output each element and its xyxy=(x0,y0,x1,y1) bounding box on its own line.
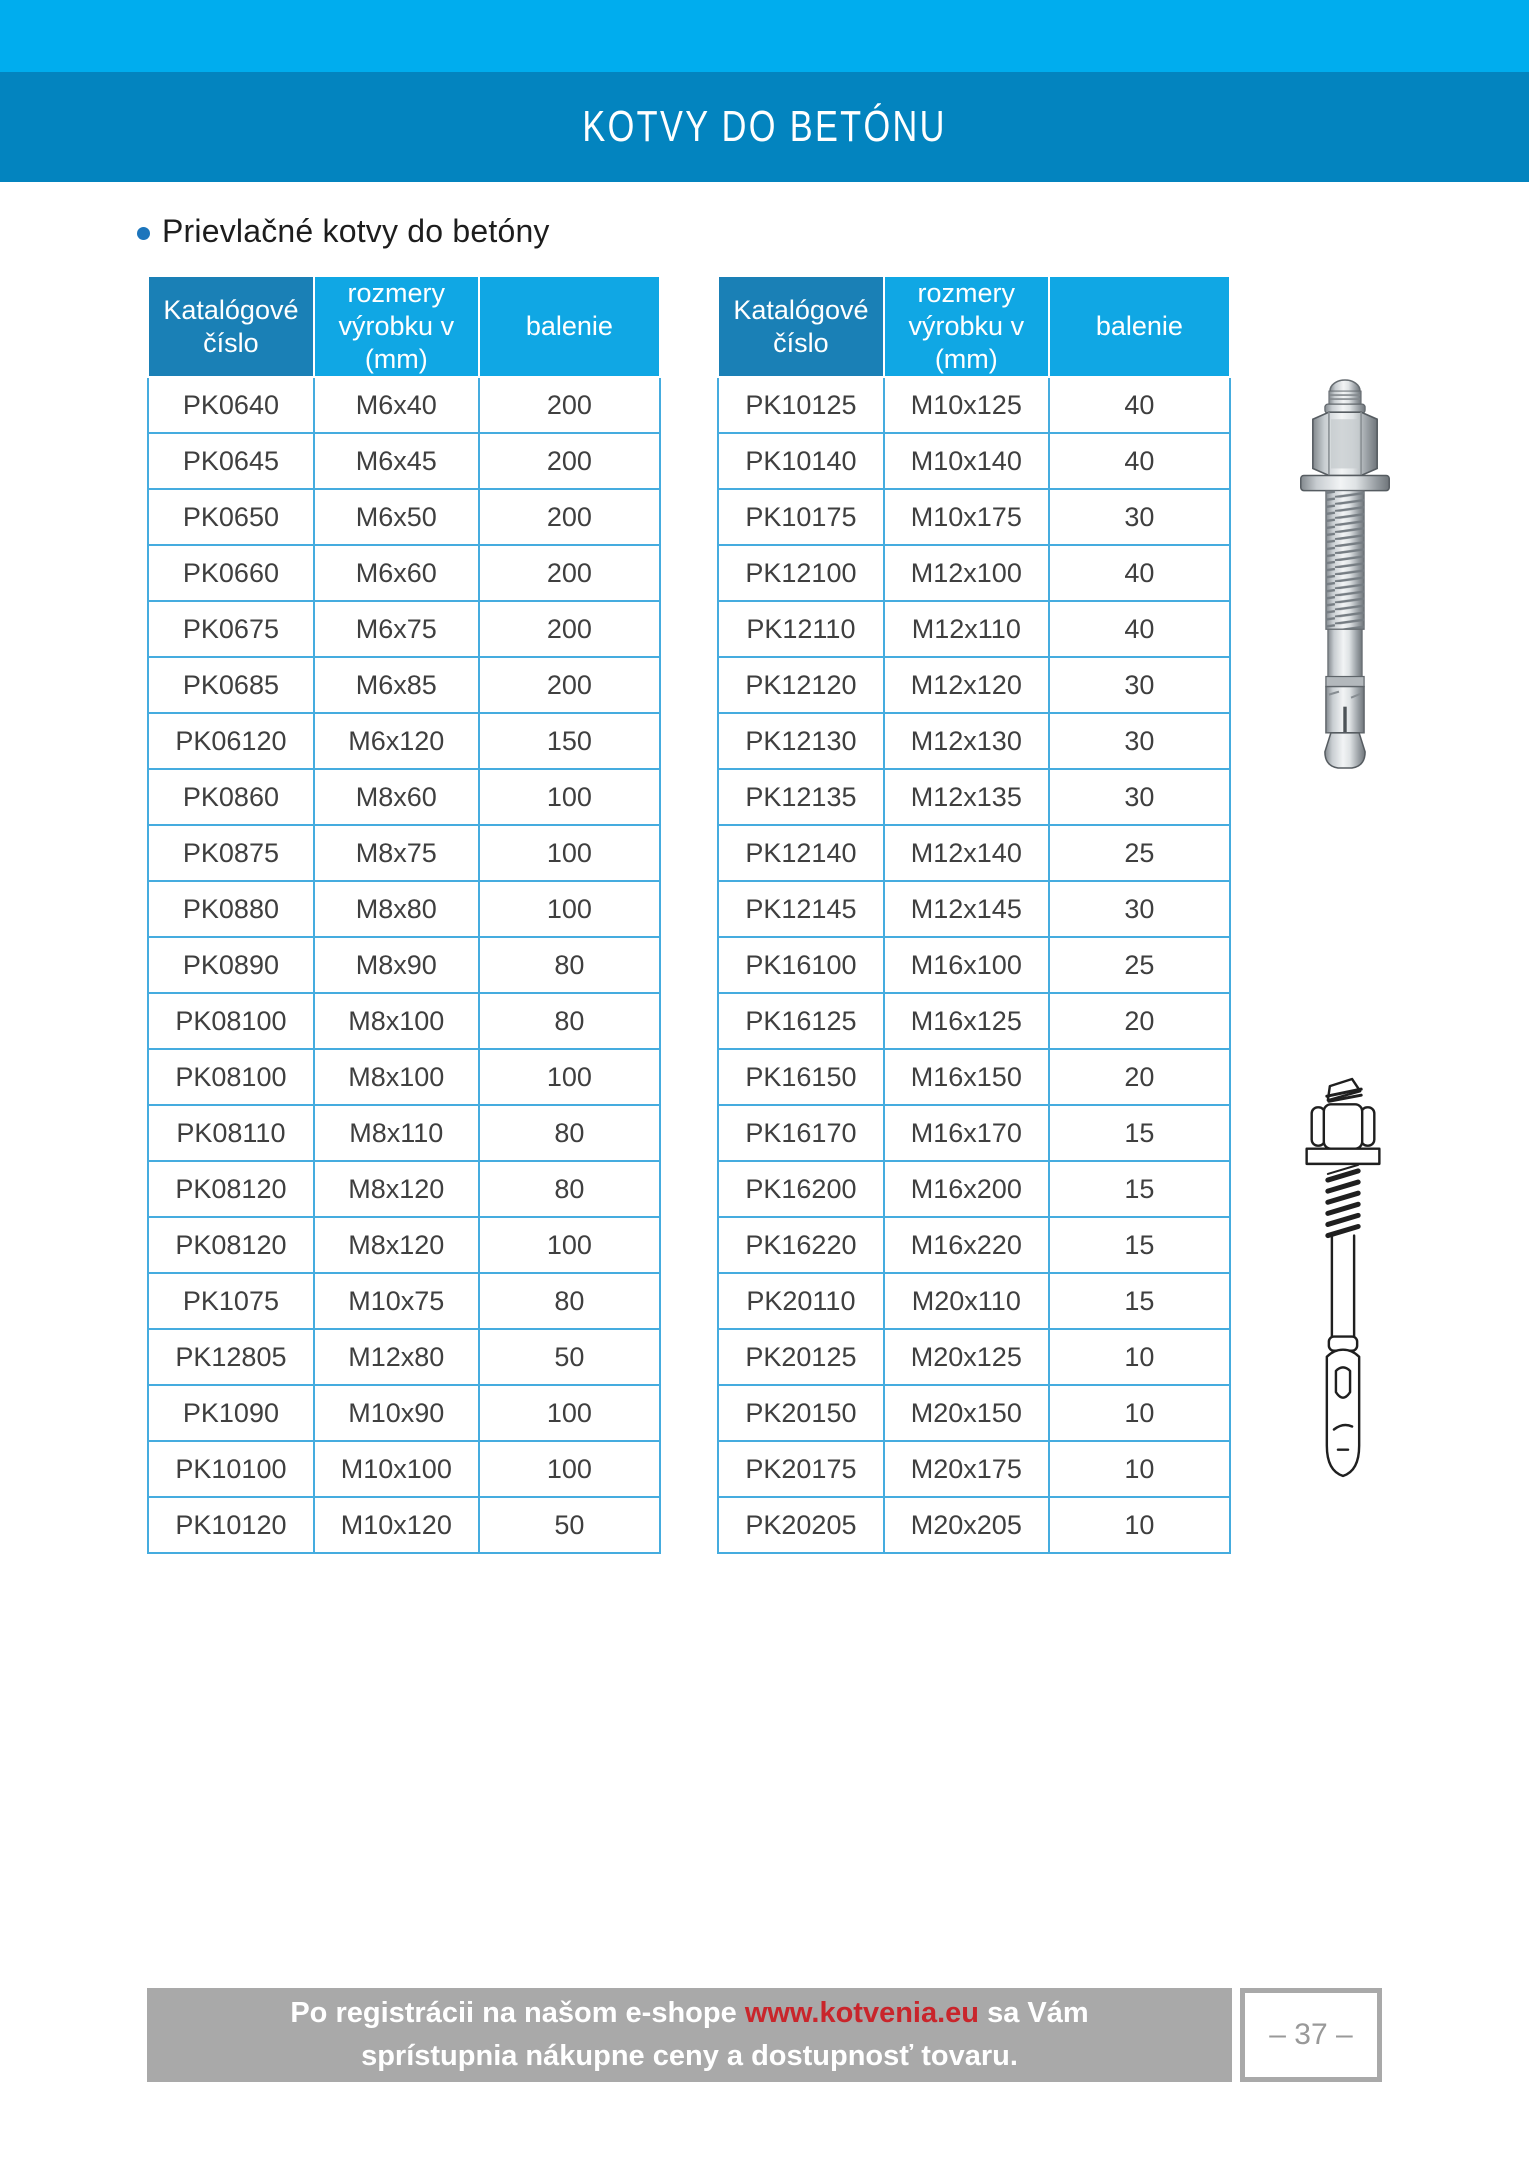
section-title-label: Prievlačné kotvy do betóny xyxy=(162,213,550,249)
column-header-packaging: balenie xyxy=(479,276,660,377)
table-row xyxy=(148,489,660,545)
cell-catalog-number: PK08120 xyxy=(148,1217,314,1273)
table-row xyxy=(148,993,660,1049)
column-header-catalog-number: Katalógové číslo xyxy=(148,276,314,377)
cell-packaging: 15 xyxy=(1049,1105,1230,1161)
cell-dimensions: M8x100 xyxy=(314,1049,479,1105)
section-title xyxy=(137,213,550,250)
table-header-row xyxy=(148,276,660,377)
cell-catalog-number: PK12120 xyxy=(718,657,884,713)
cell-packaging: 25 xyxy=(1049,937,1230,993)
table-row xyxy=(718,1441,1230,1497)
cell-packaging: 100 xyxy=(479,1049,660,1105)
cell-catalog-number: PK1075 xyxy=(148,1273,314,1329)
page-title: KOTVY DO BETÓNU xyxy=(582,102,947,151)
cell-dimensions: M8x120 xyxy=(314,1217,479,1273)
cell-dimensions: M8x100 xyxy=(314,993,479,1049)
cell-dimensions: M8x120 xyxy=(314,1161,479,1217)
cell-packaging: 15 xyxy=(1049,1217,1230,1273)
cell-dimensions: M8x75 xyxy=(314,825,479,881)
cell-packaging: 15 xyxy=(1049,1161,1230,1217)
table-row xyxy=(718,601,1230,657)
table-row xyxy=(148,657,660,713)
cell-catalog-number: PK0645 xyxy=(148,433,314,489)
cell-packaging: 20 xyxy=(1049,993,1230,1049)
table-row xyxy=(718,1329,1230,1385)
table-row xyxy=(718,1105,1230,1161)
table-header-row xyxy=(718,276,1230,377)
cell-catalog-number: PK0640 xyxy=(148,377,314,433)
cell-dimensions: M16x170 xyxy=(884,1105,1049,1161)
cell-dimensions: M20x125 xyxy=(884,1329,1049,1385)
cell-packaging: 25 xyxy=(1049,825,1230,881)
table-row xyxy=(148,937,660,993)
cell-packaging: 200 xyxy=(479,657,660,713)
cell-packaging: 10 xyxy=(1049,1441,1230,1497)
cell-dimensions: M20x150 xyxy=(884,1385,1049,1441)
table-row xyxy=(718,433,1230,489)
cell-catalog-number: PK0685 xyxy=(148,657,314,713)
table-row xyxy=(718,657,1230,713)
cell-dimensions: M12x100 xyxy=(884,545,1049,601)
column-header-dimensions: rozmery výrobku v (mm) xyxy=(314,276,479,377)
cell-packaging: 100 xyxy=(479,881,660,937)
table-row xyxy=(718,1049,1230,1105)
cell-catalog-number: PK12805 xyxy=(148,1329,314,1385)
cell-dimensions: M16x100 xyxy=(884,937,1049,993)
cell-dimensions: M20x110 xyxy=(884,1273,1049,1329)
cell-catalog-number: PK10175 xyxy=(718,489,884,545)
wedge-anchor-photo-image xyxy=(1293,378,1397,770)
cell-catalog-number: PK10120 xyxy=(148,1497,314,1553)
cell-packaging: 200 xyxy=(479,489,660,545)
cell-packaging: 80 xyxy=(479,993,660,1049)
table-row xyxy=(148,433,660,489)
table-row xyxy=(148,825,660,881)
cell-dimensions: M12x130 xyxy=(884,713,1049,769)
cell-packaging: 200 xyxy=(479,433,660,489)
cell-catalog-number: PK08100 xyxy=(148,993,314,1049)
cell-dimensions: M8x90 xyxy=(314,937,479,993)
table-row xyxy=(148,1441,660,1497)
cell-catalog-number: PK16170 xyxy=(718,1105,884,1161)
cell-catalog-number: PK0860 xyxy=(148,769,314,825)
top-accent-bar xyxy=(0,0,1529,72)
cell-dimensions: M16x220 xyxy=(884,1217,1049,1273)
cell-packaging: 100 xyxy=(479,769,660,825)
table-row xyxy=(148,545,660,601)
table-row xyxy=(148,881,660,937)
page-number: – 37 – xyxy=(1269,2018,1353,2051)
cell-catalog-number: PK20125 xyxy=(718,1329,884,1385)
cell-catalog-number: PK08120 xyxy=(148,1161,314,1217)
title-band xyxy=(0,72,1529,182)
cell-packaging: 40 xyxy=(1049,433,1230,489)
cell-catalog-number: PK16125 xyxy=(718,993,884,1049)
table-row xyxy=(718,881,1230,937)
wedge-anchor-drawing-image xyxy=(1300,1076,1386,1480)
cell-packaging: 40 xyxy=(1049,601,1230,657)
column-header-dimensions: rozmery výrobku v (mm) xyxy=(884,276,1049,377)
table-row xyxy=(148,601,660,657)
table-row xyxy=(718,545,1230,601)
cell-catalog-number: PK1090 xyxy=(148,1385,314,1441)
cell-dimensions: M16x200 xyxy=(884,1161,1049,1217)
cell-dimensions: M10x90 xyxy=(314,1385,479,1441)
cell-dimensions: M10x75 xyxy=(314,1273,479,1329)
cell-dimensions: M6x85 xyxy=(314,657,479,713)
cell-packaging: 40 xyxy=(1049,545,1230,601)
table-row xyxy=(718,1385,1230,1441)
cell-packaging: 50 xyxy=(479,1329,660,1385)
cell-catalog-number: PK0675 xyxy=(148,601,314,657)
table-row xyxy=(148,1217,660,1273)
cell-dimensions: M6x120 xyxy=(314,713,479,769)
cell-catalog-number: PK0880 xyxy=(148,881,314,937)
cell-packaging: 80 xyxy=(479,1105,660,1161)
cell-packaging: 100 xyxy=(479,1441,660,1497)
cell-catalog-number: PK08100 xyxy=(148,1049,314,1105)
cell-catalog-number: PK0875 xyxy=(148,825,314,881)
cell-packaging: 30 xyxy=(1049,489,1230,545)
cell-dimensions: M12x140 xyxy=(884,825,1049,881)
table-row xyxy=(148,1273,660,1329)
cell-packaging: 30 xyxy=(1049,713,1230,769)
cell-catalog-number: PK20205 xyxy=(718,1497,884,1553)
bullet-icon xyxy=(137,227,150,240)
cell-dimensions: M12x135 xyxy=(884,769,1049,825)
table-row xyxy=(718,489,1230,545)
cell-catalog-number: PK08110 xyxy=(148,1105,314,1161)
column-header-catalog-number: Katalógové číslo xyxy=(718,276,884,377)
cell-dimensions: M12x120 xyxy=(884,657,1049,713)
cell-packaging: 15 xyxy=(1049,1273,1230,1329)
cell-catalog-number: PK10100 xyxy=(148,1441,314,1497)
catalog-table-left xyxy=(147,275,661,1554)
cell-packaging: 20 xyxy=(1049,1049,1230,1105)
cell-packaging: 80 xyxy=(479,937,660,993)
table-row xyxy=(718,937,1230,993)
cell-dimensions: M8x110 xyxy=(314,1105,479,1161)
cell-dimensions: M12x110 xyxy=(884,601,1049,657)
table-row xyxy=(718,769,1230,825)
cell-catalog-number: PK16220 xyxy=(718,1217,884,1273)
cell-catalog-number: PK16100 xyxy=(718,937,884,993)
cell-dimensions: M20x205 xyxy=(884,1497,1049,1553)
cell-dimensions: M10x125 xyxy=(884,377,1049,433)
cell-packaging: 10 xyxy=(1049,1329,1230,1385)
cell-catalog-number: PK16200 xyxy=(718,1161,884,1217)
cell-catalog-number: PK12100 xyxy=(718,545,884,601)
cell-catalog-number: PK20175 xyxy=(718,1441,884,1497)
cell-catalog-number: PK16150 xyxy=(718,1049,884,1105)
cell-packaging: 10 xyxy=(1049,1385,1230,1441)
footer-bar xyxy=(147,1988,1232,2082)
cell-catalog-number: PK20110 xyxy=(718,1273,884,1329)
cell-packaging: 30 xyxy=(1049,881,1230,937)
cell-dimensions: M6x40 xyxy=(314,377,479,433)
cell-catalog-number: PK0660 xyxy=(148,545,314,601)
cell-dimensions: M8x80 xyxy=(314,881,479,937)
table-row xyxy=(148,1329,660,1385)
table-row xyxy=(148,377,660,433)
cell-catalog-number: PK12130 xyxy=(718,713,884,769)
cell-dimensions: M10x140 xyxy=(884,433,1049,489)
cell-packaging: 80 xyxy=(479,1161,660,1217)
cell-packaging: 30 xyxy=(1049,657,1230,713)
cell-catalog-number: PK12135 xyxy=(718,769,884,825)
cell-catalog-number: PK10140 xyxy=(718,433,884,489)
cell-packaging: 200 xyxy=(479,377,660,433)
column-header-packaging: balenie xyxy=(1049,276,1230,377)
cell-dimensions: M6x75 xyxy=(314,601,479,657)
table-row xyxy=(718,377,1230,433)
page-number-box xyxy=(1240,1988,1382,2082)
cell-packaging: 100 xyxy=(479,825,660,881)
table-row xyxy=(148,1105,660,1161)
footer-note-line2: sprístupnia nákupne ceny a dostupnosť tovaru. xyxy=(361,2040,1018,2072)
table-row xyxy=(718,1161,1230,1217)
cell-packaging: 10 xyxy=(1049,1497,1230,1553)
cell-catalog-number: PK12140 xyxy=(718,825,884,881)
cell-catalog-number: PK12145 xyxy=(718,881,884,937)
cell-packaging: 100 xyxy=(479,1385,660,1441)
cell-packaging: 200 xyxy=(479,601,660,657)
cell-dimensions: M10x100 xyxy=(314,1441,479,1497)
cell-catalog-number: PK06120 xyxy=(148,713,314,769)
cell-dimensions: M10x120 xyxy=(314,1497,479,1553)
table-row xyxy=(148,1049,660,1105)
table-row xyxy=(718,1497,1230,1553)
catalog-table-right xyxy=(717,275,1231,1554)
cell-catalog-number: PK0650 xyxy=(148,489,314,545)
cell-catalog-number: PK10125 xyxy=(718,377,884,433)
cell-dimensions: M8x60 xyxy=(314,769,479,825)
cell-catalog-number: PK0890 xyxy=(148,937,314,993)
table-row xyxy=(718,1217,1230,1273)
table-row xyxy=(148,1385,660,1441)
cell-dimensions: M20x175 xyxy=(884,1441,1049,1497)
table-row xyxy=(148,1497,660,1553)
cell-dimensions: M12x145 xyxy=(884,881,1049,937)
table-row xyxy=(718,713,1230,769)
table-row xyxy=(148,769,660,825)
table-row xyxy=(718,993,1230,1049)
table-row xyxy=(718,825,1230,881)
cell-dimensions: M6x50 xyxy=(314,489,479,545)
cell-packaging: 200 xyxy=(479,545,660,601)
table-row xyxy=(148,1161,660,1217)
cell-packaging: 80 xyxy=(479,1273,660,1329)
cell-packaging: 150 xyxy=(479,713,660,769)
cell-catalog-number: PK20150 xyxy=(718,1385,884,1441)
footer-note-line1: Po registrácii na našom e-shope www.kotvenia.eu sa Vám xyxy=(290,1997,1089,2029)
cell-dimensions: M16x150 xyxy=(884,1049,1049,1105)
cell-dimensions: M6x45 xyxy=(314,433,479,489)
cell-packaging: 30 xyxy=(1049,769,1230,825)
cell-dimensions: M16x125 xyxy=(884,993,1049,1049)
table-row xyxy=(148,713,660,769)
cell-dimensions: M12x80 xyxy=(314,1329,479,1385)
cell-dimensions: M6x60 xyxy=(314,545,479,601)
cell-packaging: 50 xyxy=(479,1497,660,1553)
table-row xyxy=(718,1273,1230,1329)
cell-packaging: 100 xyxy=(479,1217,660,1273)
cell-dimensions: M10x175 xyxy=(884,489,1049,545)
footer-link[interactable]: www.kotvenia.eu xyxy=(744,1997,980,2029)
cell-packaging: 40 xyxy=(1049,377,1230,433)
cell-catalog-number: PK12110 xyxy=(718,601,884,657)
